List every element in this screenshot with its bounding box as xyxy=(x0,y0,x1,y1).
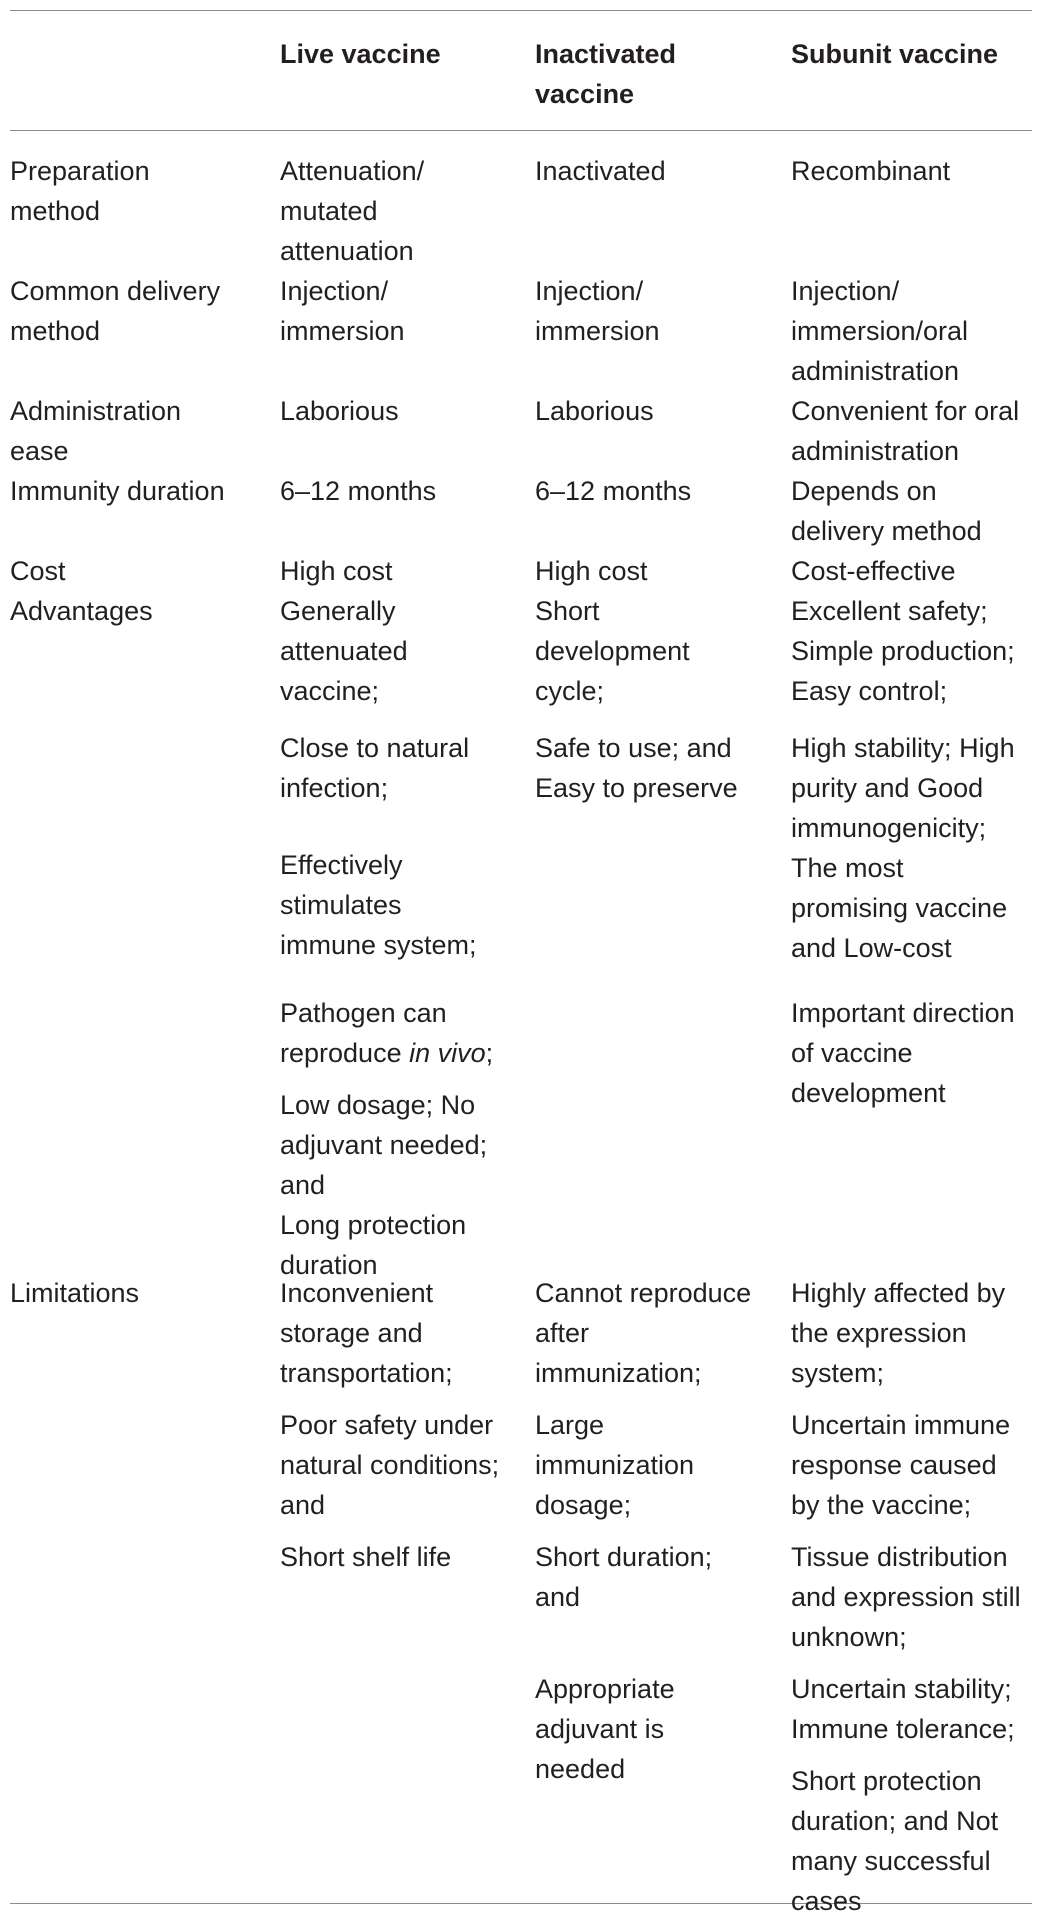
row-label-limitations-line: Limitations xyxy=(10,1278,140,1308)
cell-subunit-limitation xyxy=(791,1537,1021,1657)
cell-live-advantage xyxy=(280,845,477,965)
cell-live-advantage-line: adjuvant needed; xyxy=(280,1130,488,1160)
cell-live-advantage-line: reproduce in vivo; xyxy=(280,1038,494,1068)
cell-subunit-limitation-line: unknown; xyxy=(791,1622,907,1652)
cell-live-limitation-line: Inconvenient xyxy=(280,1278,434,1308)
cell-live-preparation-line: mutated xyxy=(280,196,378,226)
cell-live-advantage-line: Pathogen can xyxy=(280,998,447,1028)
cell-subunit-advantage-line: immunogenicity; xyxy=(791,813,987,843)
cell-live-preparation xyxy=(280,151,424,271)
row-label-ease-line: Administration xyxy=(10,396,182,426)
cell-subunit-limitation-line: and expression still xyxy=(791,1582,1021,1612)
cell-subunit-duration-line: Depends on xyxy=(791,476,937,506)
cell-subunit-limitation xyxy=(791,1273,1005,1393)
cell-subunit-advantage-line: and Low-cost xyxy=(791,933,952,963)
cell-subunit-preparation-line: Recombinant xyxy=(791,156,951,186)
cell-inactivated-limitation xyxy=(535,1273,751,1393)
header-rule xyxy=(10,130,1032,131)
cell-live-limitation xyxy=(280,1273,453,1393)
header-live-vaccine-line: Live vaccine xyxy=(280,39,441,69)
cell-subunit-advantage-line: The most xyxy=(791,853,904,883)
cell-subunit-preparation xyxy=(791,151,950,191)
row-label-delivery-line: Common delivery xyxy=(10,276,221,306)
cell-subunit-limitation-line: Tissue distribution xyxy=(791,1542,1008,1572)
cell-live-limitation-line: natural conditions; xyxy=(280,1450,500,1480)
cell-subunit-ease xyxy=(791,391,1019,471)
cell-subunit-limitation xyxy=(791,1761,998,1921)
cell-live-advantage-line: immune system; xyxy=(280,930,477,960)
cell-live-advantage xyxy=(280,591,408,711)
cell-live-ease-line: Laborious xyxy=(280,396,399,426)
cell-inactivated-limitation-line: immunization; xyxy=(535,1358,702,1388)
row-label-preparation-line: method xyxy=(10,196,101,226)
cell-live-advantage-line: Low dosage; No xyxy=(280,1090,476,1120)
cell-subunit-limitation-line: cases xyxy=(791,1886,862,1916)
cell-live-advantage xyxy=(280,728,469,808)
cell-live-advantage-line: duration xyxy=(280,1250,378,1280)
cell-live-advantage-line: Close to natural xyxy=(280,733,470,763)
cell-inactivated-limitation xyxy=(535,1405,694,1525)
cell-live-delivery-line: Injection/ xyxy=(280,276,389,306)
cell-inactivated-duration xyxy=(535,471,691,511)
cell-live-advantage xyxy=(280,1085,487,1285)
cell-subunit-limitation-line: by the vaccine; xyxy=(791,1490,972,1520)
header-inactivated-vaccine-line: vaccine xyxy=(535,79,635,109)
cell-inactivated-delivery xyxy=(535,271,660,351)
row-label-preparation-line: Preparation xyxy=(10,156,150,186)
cell-inactivated-cost xyxy=(535,551,648,591)
row-label-duration xyxy=(10,471,225,511)
cell-inactivated-limitation-line: needed xyxy=(535,1754,626,1784)
cell-subunit-limitation-line: the expression xyxy=(791,1318,967,1348)
cell-inactivated-limitation-line: after xyxy=(535,1318,590,1348)
cell-inactivated-limitation-line: adjuvant is xyxy=(535,1714,665,1744)
cell-subunit-delivery-line: Injection/ xyxy=(791,276,900,306)
cell-inactivated-advantage-line: Short xyxy=(535,596,600,626)
cell-live-limitation-line: and xyxy=(280,1490,326,1520)
cell-inactivated-limitation xyxy=(535,1669,675,1789)
cell-subunit-advantage-line: promising vaccine xyxy=(791,893,1008,923)
cell-live-preparation-line: Attenuation/ xyxy=(280,156,425,186)
cell-subunit-advantage-line: development xyxy=(791,1078,946,1108)
cell-subunit-ease-line: Convenient for oral xyxy=(791,396,1020,426)
cell-live-advantage-line: Generally xyxy=(280,596,396,626)
cell-live-duration-line: 6–12 months xyxy=(280,476,437,506)
cell-subunit-duration-line: delivery method xyxy=(791,516,982,546)
cell-subunit-delivery-line: immersion/oral xyxy=(791,316,969,346)
cell-subunit-limitation-line: system; xyxy=(791,1358,885,1388)
row-label-cost xyxy=(10,551,66,591)
cell-inactivated-limitation-line: Short duration; xyxy=(535,1542,713,1572)
cell-inactivated-delivery-line: immersion xyxy=(535,316,660,346)
cell-subunit-advantage-line: of vaccine xyxy=(791,1038,913,1068)
row-label-advantages-line: Advantages xyxy=(10,596,153,626)
cell-subunit-advantage xyxy=(791,728,1015,968)
cell-inactivated-cost-line: High cost xyxy=(535,556,648,586)
cell-live-advantage-line: Long protection xyxy=(280,1210,467,1240)
cell-live-advantage-line: vaccine; xyxy=(280,676,380,706)
header-subunit-vaccine xyxy=(791,34,998,74)
row-label-ease xyxy=(10,391,181,471)
cell-subunit-delivery-line: administration xyxy=(791,356,960,386)
row-label-duration-line: Immunity duration xyxy=(10,476,225,506)
cell-live-limitation xyxy=(280,1537,451,1577)
cell-inactivated-preparation xyxy=(535,151,666,191)
top-rule xyxy=(10,10,1032,11)
cell-live-cost xyxy=(280,551,393,591)
cell-live-advantage-line: attenuated xyxy=(280,636,408,666)
cell-inactivated-duration-line: 6–12 months xyxy=(535,476,692,506)
cell-inactivated-limitation-line: immunization xyxy=(535,1450,695,1480)
cell-subunit-limitation-line: duration; and Not xyxy=(791,1806,999,1836)
row-label-preparation xyxy=(10,151,150,231)
row-label-delivery xyxy=(10,271,220,351)
cell-live-advantage-line: stimulates xyxy=(280,890,402,920)
cell-inactivated-advantage-line: Easy to preserve xyxy=(535,773,738,803)
cell-inactivated-limitation xyxy=(535,1537,712,1617)
cell-subunit-advantage-line: purity and Good xyxy=(791,773,984,803)
cell-subunit-duration xyxy=(791,471,982,551)
cell-subunit-limitation-line: Highly affected by xyxy=(791,1278,1006,1308)
cell-live-delivery-line: immersion xyxy=(280,316,405,346)
header-subunit-vaccine-line: Subunit vaccine xyxy=(791,39,999,69)
cell-inactivated-limitation-line: dosage; xyxy=(535,1490,632,1520)
row-label-ease-line: ease xyxy=(10,436,69,466)
cell-live-duration xyxy=(280,471,436,511)
cell-inactivated-advantage-line: development xyxy=(535,636,690,666)
cell-live-ease xyxy=(280,391,399,431)
cell-subunit-limitation xyxy=(791,1405,1010,1525)
cell-subunit-advantage-line: High stability; High xyxy=(791,733,1015,763)
cell-inactivated-limitation-line: Large xyxy=(535,1410,605,1440)
cell-subunit-advantage xyxy=(791,993,1015,1113)
cell-inactivated-advantage xyxy=(535,591,690,711)
cell-live-cost-line: High cost xyxy=(280,556,393,586)
cell-live-limitation-line: storage and xyxy=(280,1318,423,1348)
cell-live-advantage-line: infection; xyxy=(280,773,389,803)
cell-live-limitation-line: Poor safety under xyxy=(280,1410,494,1440)
cell-subunit-limitation xyxy=(791,1669,1015,1749)
cell-inactivated-advantage-line: cycle; xyxy=(535,676,605,706)
cell-subunit-limitation-line: Uncertain immune xyxy=(791,1410,1011,1440)
cell-subunit-limitation-line: response caused xyxy=(791,1450,997,1480)
cell-subunit-limitation-line: Immune tolerance; xyxy=(791,1714,1015,1744)
cell-live-limitation-line: transportation; xyxy=(280,1358,453,1388)
cell-inactivated-limitation-line: Cannot reproduce xyxy=(535,1278,752,1308)
cell-inactivated-advantage xyxy=(535,728,738,808)
cell-inactivated-limitation-line: Appropriate xyxy=(535,1674,675,1704)
cell-subunit-advantage-line: Important direction xyxy=(791,998,1015,1028)
cell-inactivated-preparation-line: Inactivated xyxy=(535,156,666,186)
row-label-cost-line: Cost xyxy=(10,556,66,586)
cell-subunit-cost-line: Cost-effective xyxy=(791,556,956,586)
cell-subunit-limitation-line: Short protection xyxy=(791,1766,982,1796)
cell-live-advantage-line: and xyxy=(280,1170,326,1200)
cell-subunit-limitation-line: Uncertain stability; xyxy=(791,1674,1012,1704)
cell-live-limitation xyxy=(280,1405,499,1525)
cell-live-delivery xyxy=(280,271,405,351)
cell-subunit-advantage xyxy=(791,591,1015,711)
cell-inactivated-advantage-line: Safe to use; and xyxy=(535,733,732,763)
cell-live-preparation-line: attenuation xyxy=(280,236,414,266)
cell-subunit-advantage-line: Easy control; xyxy=(791,676,948,706)
cell-subunit-advantage-line: Excellent safety; xyxy=(791,596,988,626)
header-inactivated-vaccine xyxy=(535,34,676,114)
header-live-vaccine xyxy=(280,34,441,74)
cell-live-limitation-line: Short shelf life xyxy=(280,1542,452,1572)
cell-inactivated-ease xyxy=(535,391,654,431)
row-label-delivery-line: method xyxy=(10,316,101,346)
cell-subunit-cost xyxy=(791,551,956,591)
cell-live-advantage-line: Effectively xyxy=(280,850,403,880)
row-label-limitations xyxy=(10,1273,139,1313)
cell-subunit-ease-line: administration xyxy=(791,436,960,466)
header-inactivated-vaccine-line: Inactivated xyxy=(535,39,677,69)
cell-subunit-advantage-line: Simple production; xyxy=(791,636,1015,666)
cell-inactivated-delivery-line: Injection/ xyxy=(535,276,644,306)
row-label-advantages xyxy=(10,591,153,631)
cell-subunit-limitation-line: many successful xyxy=(791,1846,991,1876)
cell-inactivated-ease-line: Laborious xyxy=(535,396,654,426)
cell-inactivated-limitation-line: and xyxy=(535,1582,581,1612)
italic-in-vivo: in vivo xyxy=(409,1038,486,1068)
cell-subunit-delivery xyxy=(791,271,968,391)
cell-live-advantage xyxy=(280,993,493,1073)
